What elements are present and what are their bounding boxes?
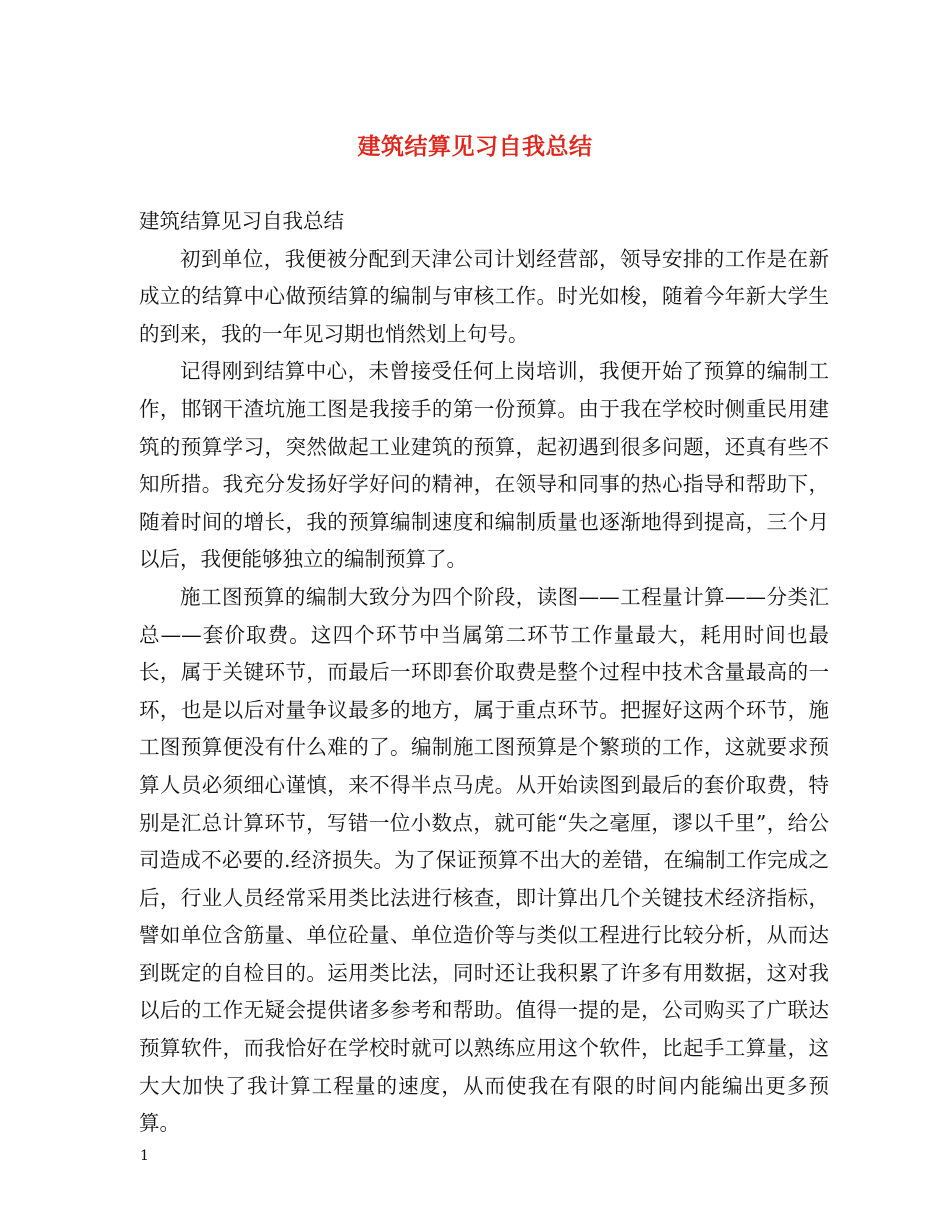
document-body xyxy=(139,203,829,1143)
document-title: 建筑结算见习自我总结 xyxy=(357,133,593,160)
page-number: 1 xyxy=(140,1148,149,1164)
paragraph-2: 记得刚到结算中心，未曾接受任何上岗培训，我便开始了预算的编制工作，邯钢干渣坑施工图是我接手的第一份预算。由于我在学校时侧重民用建筑的预算学习，突然做起工业建筑的预算，起初遇到很多问题，还真有些不知所措。我充分发扬好学好问的精神，在领导和同事的热心指导和帮助下，随着时间的增长，我的预算编制速度和编制质量也逐渐地得到提高，三个月以后，我便能够独立的编制预算了。 xyxy=(139,359,829,572)
paragraph-1: 初到单位，我便被分配到天津公司计划经营部，领导安排的工作是在新成立的结算中心做预结算的编制与审核工作。时光如梭，随着今年新大学生的到来，我的一年见习期也悄然划上句号。 xyxy=(139,246,829,346)
paragraph-3: 施工图预算的编制大致分为四个阶段，读图——工程量计算——分类汇总——套价取费。这四个环节中当属第二环节工作量最大，耗用时间也最长，属于关键环节，而最后一环即套价取费是整个过程中技术含量最高的一环，也是以后对量争议最多的地方，属于重点环节。把握好这两个环节，施工图预算便没有什么难的了。编制施工图预算是个繁琐的工作，这就要求预算人员必须细心谨慎，来不得半点马虎。从开始读图到最后的套价取费，特别是汇总计算环节，写错一位小数点，就可能“失之毫厘，谬以千里”，给公司造成不必要的.经济损失。为了保证预算不出大的差错，在编制工作完成之后，行业人员经常采用类比法进行核查，即计算出几个关键技术经济指标，譬如单位含筋量、单位砼量、单位造价等与类似工程进行比较分析，从而达到既定的自检目的。运用类比法，同时还让我积累了许多有用数据，这对我以后的工作无疑会提供诸多参考和帮助。值得一提的是，公司购买了广联达预算软件，而我恰好在学校时就可以熟练应用这个软件，比起手工算量，这大大加快了我计算工程量的速度，从而使我在有限的时间内能编出更多预算。 xyxy=(139,584,829,1136)
body-heading: 建筑结算见习自我总结 xyxy=(139,209,344,233)
